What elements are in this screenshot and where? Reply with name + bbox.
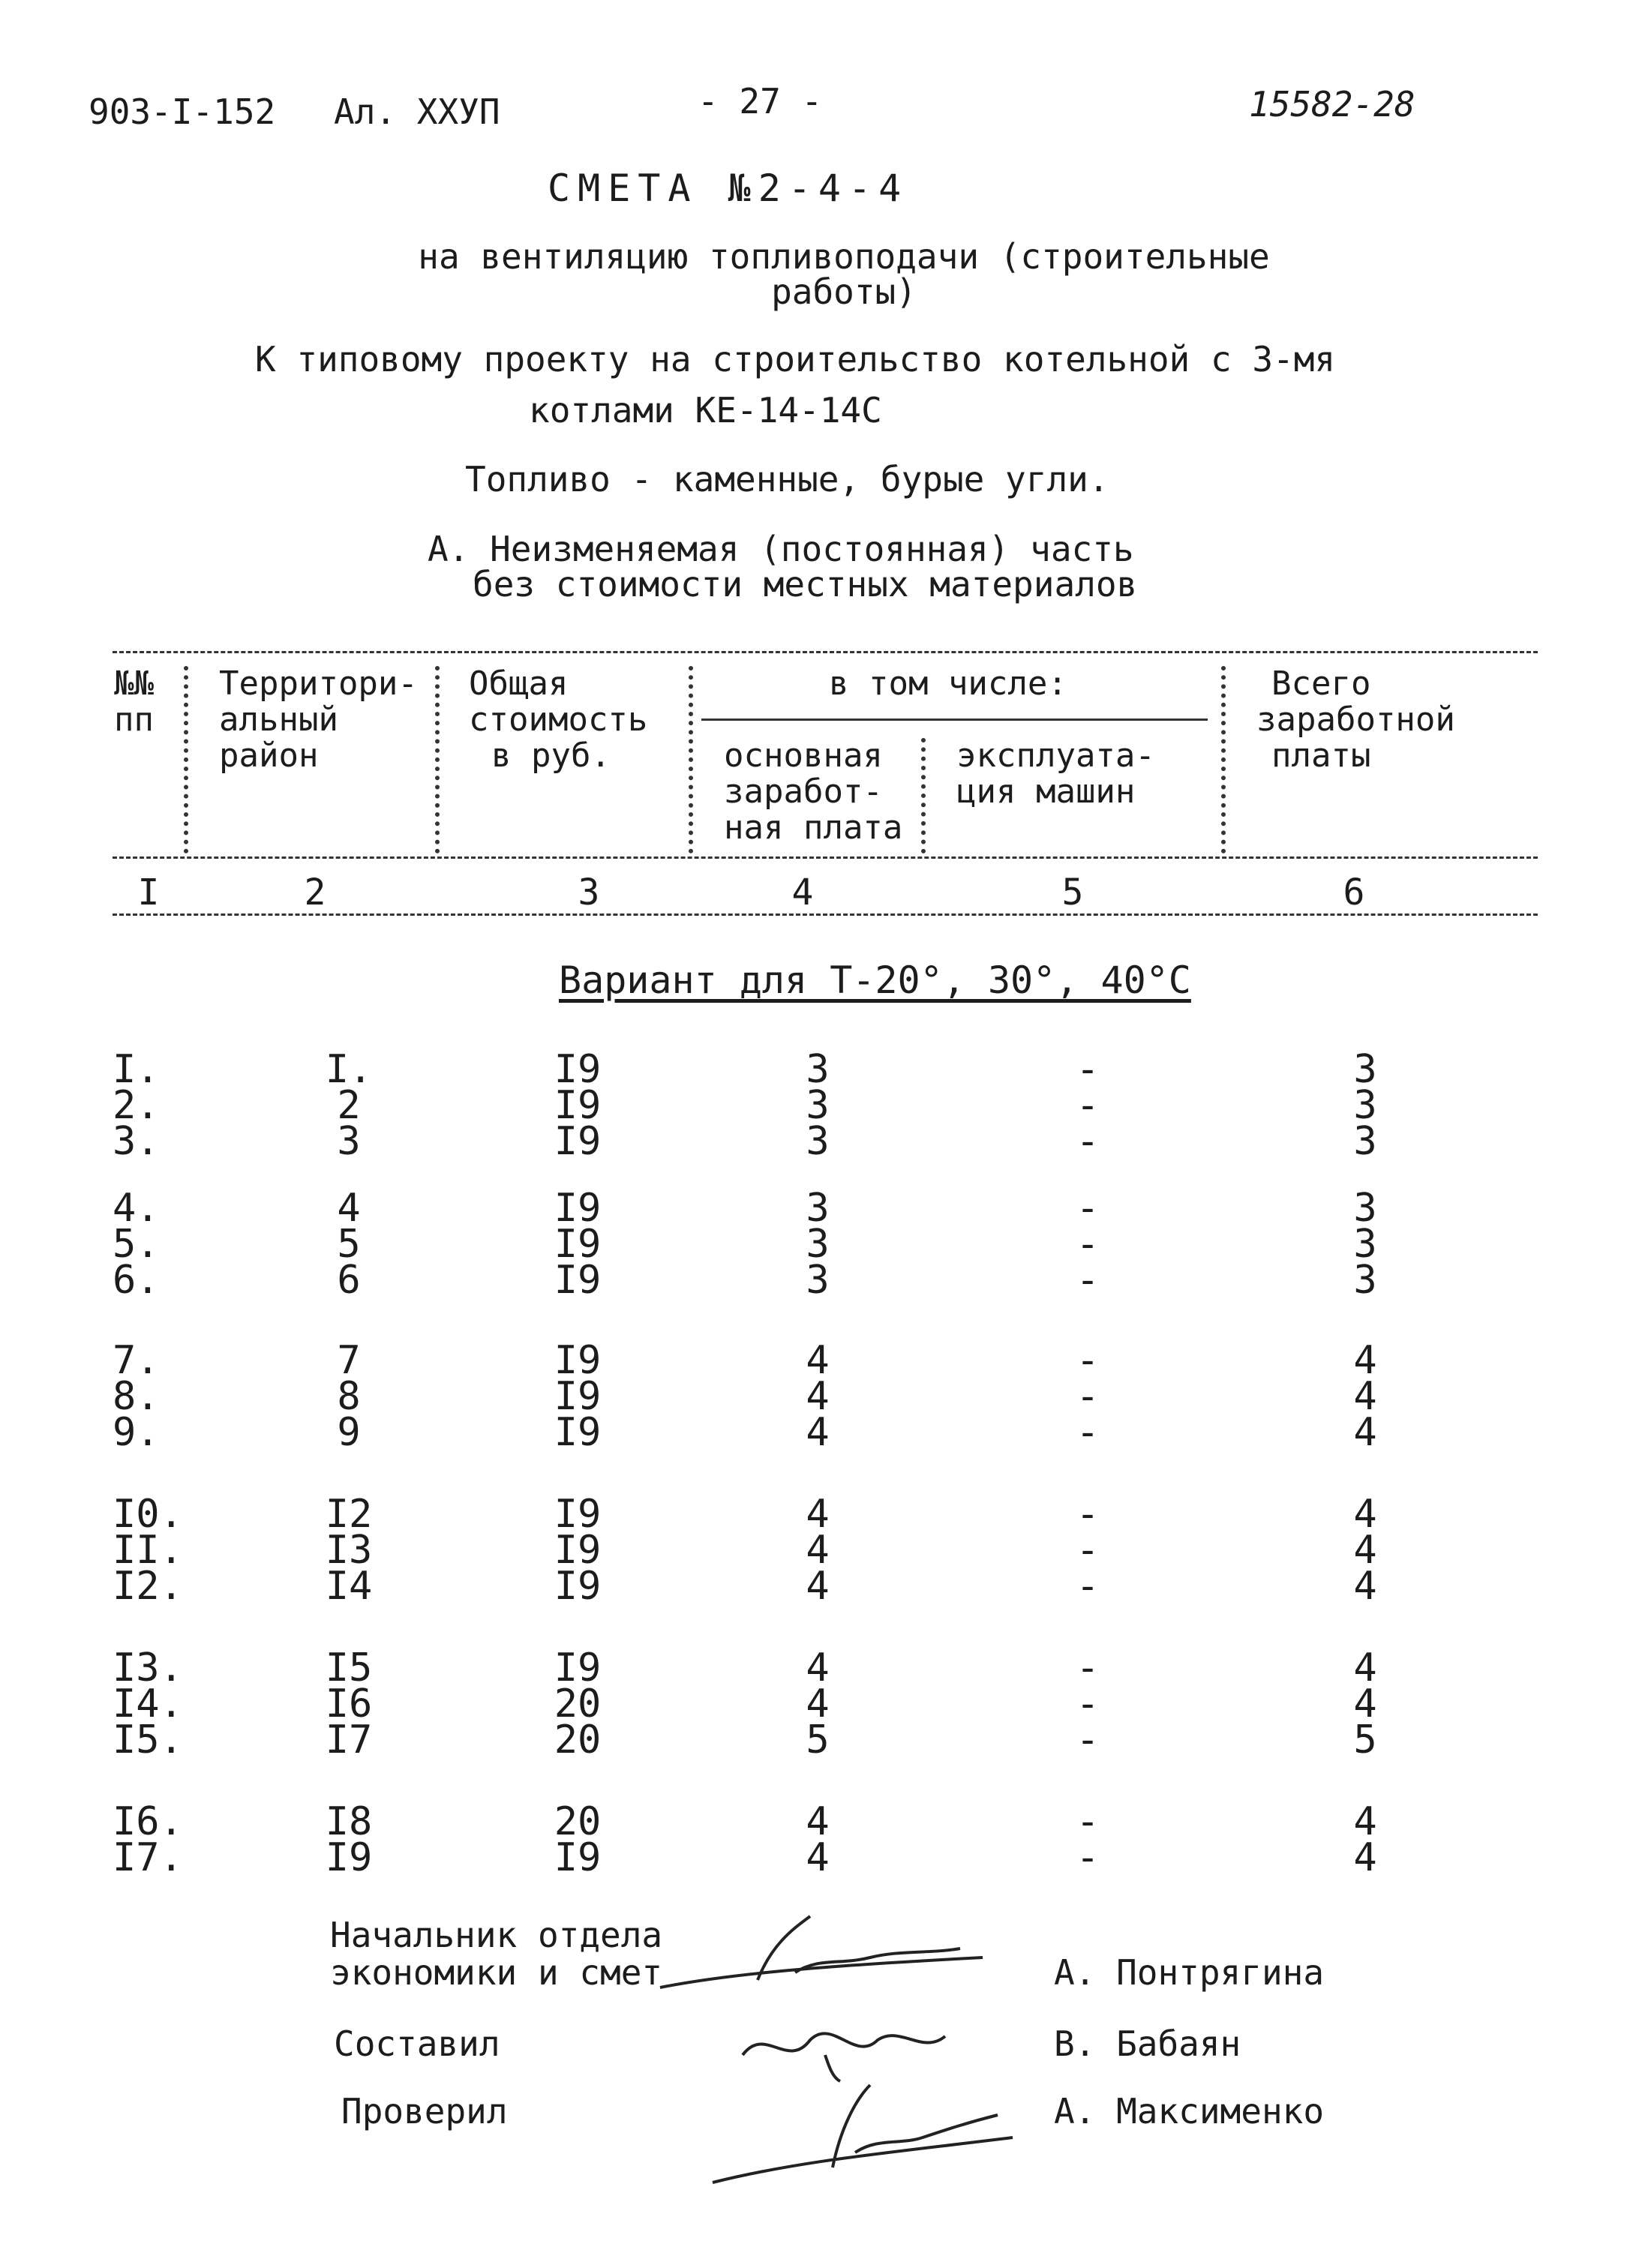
signature-compiled — [735, 2010, 1005, 2085]
header-col1: №№ пп — [114, 664, 154, 739]
base-salary-cell: 3 — [806, 1047, 830, 1092]
column-number-5: 5 — [1061, 872, 1084, 914]
base-salary-cell: 3 — [806, 1119, 830, 1164]
total-cost-cell: I9 — [554, 1119, 602, 1164]
total-salary-cell: 3 — [1353, 1222, 1377, 1267]
total-salary-cell: 4 — [1353, 1564, 1377, 1609]
signature-head — [645, 1912, 1035, 2002]
territorial-region-cell: 5 — [337, 1222, 361, 1267]
row-number-cell: 6. — [113, 1258, 160, 1303]
base-salary-cell: 4 — [806, 1799, 830, 1844]
doc-number: 15582-28 — [1249, 84, 1415, 124]
row-number-cell: I5. — [113, 1718, 183, 1762]
total-cost-cell: I9 — [554, 1083, 602, 1128]
total-cost-cell: I9 — [554, 1222, 602, 1267]
total-salary-cell: 3 — [1353, 1186, 1377, 1231]
territorial-region-cell: I5 — [325, 1646, 373, 1690]
total-salary-cell: 4 — [1353, 1374, 1377, 1419]
checked-name: А. Максименко — [1054, 2091, 1325, 2132]
col-separator-5 — [1221, 666, 1226, 854]
row-number-cell: I7. — [113, 1835, 183, 1880]
base-salary-cell: 3 — [806, 1186, 830, 1231]
total-cost-cell: 20 — [554, 1799, 602, 1844]
base-salary-cell: 4 — [806, 1646, 830, 1690]
row-number-cell: I. — [113, 1047, 160, 1092]
total-cost-cell: I9 — [554, 1047, 602, 1092]
machine-operation-cell: - — [1076, 1682, 1100, 1726]
column-number-4: 4 — [791, 872, 814, 914]
machine-operation-cell: - — [1076, 1047, 1100, 1092]
territorial-region-cell: I9 — [325, 1835, 373, 1880]
variant-caption: Вариант для Т-20°, 30°, 40°С — [559, 958, 1191, 1002]
row-number-cell: I6. — [113, 1799, 183, 1844]
row-number-cell: II. — [113, 1528, 183, 1573]
machine-operation-cell: - — [1076, 1835, 1100, 1880]
col-separator-1 — [184, 666, 188, 854]
machine-operation-cell: - — [1076, 1799, 1100, 1844]
machine-operation-cell: - — [1076, 1646, 1100, 1690]
total-cost-cell: I9 — [554, 1528, 602, 1573]
territorial-region-cell: I4 — [325, 1564, 373, 1609]
column-number-6: 6 — [1343, 872, 1365, 914]
machine-operation-cell: - — [1076, 1119, 1100, 1164]
total-salary-cell: 4 — [1353, 1410, 1377, 1455]
row-number-cell: I0. — [113, 1492, 183, 1537]
base-salary-cell: 3 — [806, 1222, 830, 1267]
column-number-3: 3 — [578, 872, 600, 914]
group-rule — [701, 718, 1208, 721]
machine-operation-cell: - — [1076, 1718, 1100, 1762]
total-cost-cell: I9 — [554, 1646, 602, 1690]
part-line-2: без стоимости местных материалов — [473, 564, 1138, 604]
project-line-2: котлами КЕ-14-14С — [529, 390, 882, 430]
machine-operation-cell: - — [1076, 1258, 1100, 1303]
header-col3: Общая стоимость в руб. — [469, 664, 648, 775]
territorial-region-cell: I2 — [325, 1492, 373, 1537]
base-salary-cell: 4 — [806, 1410, 830, 1455]
total-salary-cell: 4 — [1353, 1646, 1377, 1690]
machine-operation-cell: - — [1076, 1222, 1100, 1267]
row-number-cell: 7. — [113, 1338, 160, 1383]
header-col5: эксплуата- ция машин — [956, 736, 1155, 811]
total-salary-cell: 4 — [1353, 1338, 1377, 1383]
machine-operation-cell: - — [1076, 1374, 1100, 1419]
head-name: А. Понтрягина — [1054, 1952, 1325, 1993]
base-salary-cell: 3 — [806, 1258, 830, 1303]
territorial-region-cell: I. — [325, 1047, 373, 1092]
subtitle-line-1: на вентиляцию топливоподачи (строительные — [418, 236, 1270, 277]
column-number-1: I — [137, 872, 160, 914]
col-separator-4 — [921, 738, 926, 854]
territorial-region-cell: I7 — [325, 1718, 373, 1762]
header-bottom-rule — [113, 856, 1538, 859]
total-salary-cell: 4 — [1353, 1492, 1377, 1537]
base-salary-cell: 4 — [806, 1528, 830, 1573]
total-cost-cell: I9 — [554, 1564, 602, 1609]
project-line-1: К типовому проекту на строительство котельной с 3-мя — [255, 339, 1336, 380]
table-top-rule — [113, 651, 1538, 653]
row-number-cell: I4. — [113, 1682, 183, 1726]
col-separator-2 — [435, 666, 440, 854]
total-cost-cell: I9 — [554, 1410, 602, 1455]
total-cost-cell: 20 — [554, 1682, 602, 1726]
territorial-region-cell: 4 — [337, 1186, 361, 1231]
total-cost-cell: I9 — [554, 1186, 602, 1231]
header-col2: Территори- альный район — [219, 664, 418, 775]
total-salary-cell: 3 — [1353, 1047, 1377, 1092]
row-number-cell: I3. — [113, 1646, 183, 1690]
header-col4: основная заработ- ная плата — [724, 736, 903, 847]
machine-operation-cell: - — [1076, 1186, 1100, 1231]
column-numbers-rule — [113, 914, 1538, 916]
row-number-cell: 8. — [113, 1374, 160, 1419]
row-number-cell: 2. — [113, 1083, 160, 1128]
base-salary-cell: 5 — [806, 1718, 830, 1762]
row-number-cell: 3. — [113, 1119, 160, 1164]
machine-operation-cell: - — [1076, 1492, 1100, 1537]
total-cost-cell: I9 — [554, 1492, 602, 1537]
header-col6: Всего заработной платы — [1256, 664, 1455, 775]
machine-operation-cell: - — [1076, 1338, 1100, 1383]
total-cost-cell: I9 — [554, 1835, 602, 1880]
row-number-cell: 4. — [113, 1186, 160, 1231]
column-number-2: 2 — [304, 872, 326, 914]
machine-operation-cell: - — [1076, 1083, 1100, 1128]
header-group: в том числе: — [829, 664, 1067, 703]
total-salary-cell: 3 — [1353, 1083, 1377, 1128]
base-salary-cell: 3 — [806, 1083, 830, 1128]
subtitle-line-2: работы) — [771, 272, 917, 312]
machine-operation-cell: - — [1076, 1410, 1100, 1455]
total-cost-cell: I9 — [554, 1338, 602, 1383]
territorial-region-cell: 7 — [337, 1338, 361, 1383]
total-salary-cell: 4 — [1353, 1682, 1377, 1726]
compiled-label: Составил — [334, 2024, 500, 2064]
compiled-name: В. Бабаян — [1054, 2024, 1241, 2064]
territorial-region-cell: 3 — [337, 1119, 361, 1164]
base-salary-cell: 4 — [806, 1835, 830, 1880]
album-number: Ал. ХХУП — [334, 92, 500, 132]
part-line-1: А. Неизменяемая (постоянная) часть — [428, 529, 1134, 569]
row-number-cell: I2. — [113, 1564, 183, 1609]
territorial-region-cell: 6 — [337, 1258, 361, 1303]
row-number-cell: 5. — [113, 1222, 160, 1267]
base-salary-cell: 4 — [806, 1492, 830, 1537]
territorial-region-cell: I8 — [325, 1799, 373, 1844]
total-salary-cell: 3 — [1353, 1258, 1377, 1303]
document-code: 903-I-152 — [89, 92, 276, 132]
total-cost-cell: I9 — [554, 1374, 602, 1419]
total-salary-cell: 4 — [1353, 1835, 1377, 1880]
territorial-region-cell: 8 — [337, 1374, 361, 1419]
page-number: - 27 - — [698, 81, 823, 122]
page-title: СМЕТА №2-4-4 — [548, 166, 909, 210]
machine-operation-cell: - — [1076, 1564, 1100, 1609]
territorial-region-cell: 2 — [337, 1083, 361, 1128]
fuel-line: Топливо - каменные, бурые угли. — [465, 459, 1109, 500]
territorial-region-cell: I6 — [325, 1682, 373, 1726]
total-cost-cell: I9 — [554, 1258, 602, 1303]
col-separator-3 — [689, 666, 693, 854]
head-label: Начальник отдела экономики и смет — [330, 1915, 663, 1993]
total-salary-cell: 5 — [1353, 1718, 1377, 1762]
row-number-cell: 9. — [113, 1410, 160, 1455]
total-cost-cell: 20 — [554, 1718, 602, 1762]
signature-checked — [698, 2078, 1073, 2190]
checked-label: Проверил — [341, 2091, 508, 2132]
total-salary-cell: 4 — [1353, 1799, 1377, 1844]
total-salary-cell: 3 — [1353, 1119, 1377, 1164]
territorial-region-cell: I3 — [325, 1528, 373, 1573]
base-salary-cell: 4 — [806, 1564, 830, 1609]
machine-operation-cell: - — [1076, 1528, 1100, 1573]
base-salary-cell: 4 — [806, 1338, 830, 1383]
total-salary-cell: 4 — [1353, 1528, 1377, 1573]
territorial-region-cell: 9 — [337, 1410, 361, 1455]
base-salary-cell: 4 — [806, 1374, 830, 1419]
base-salary-cell: 4 — [806, 1682, 830, 1726]
